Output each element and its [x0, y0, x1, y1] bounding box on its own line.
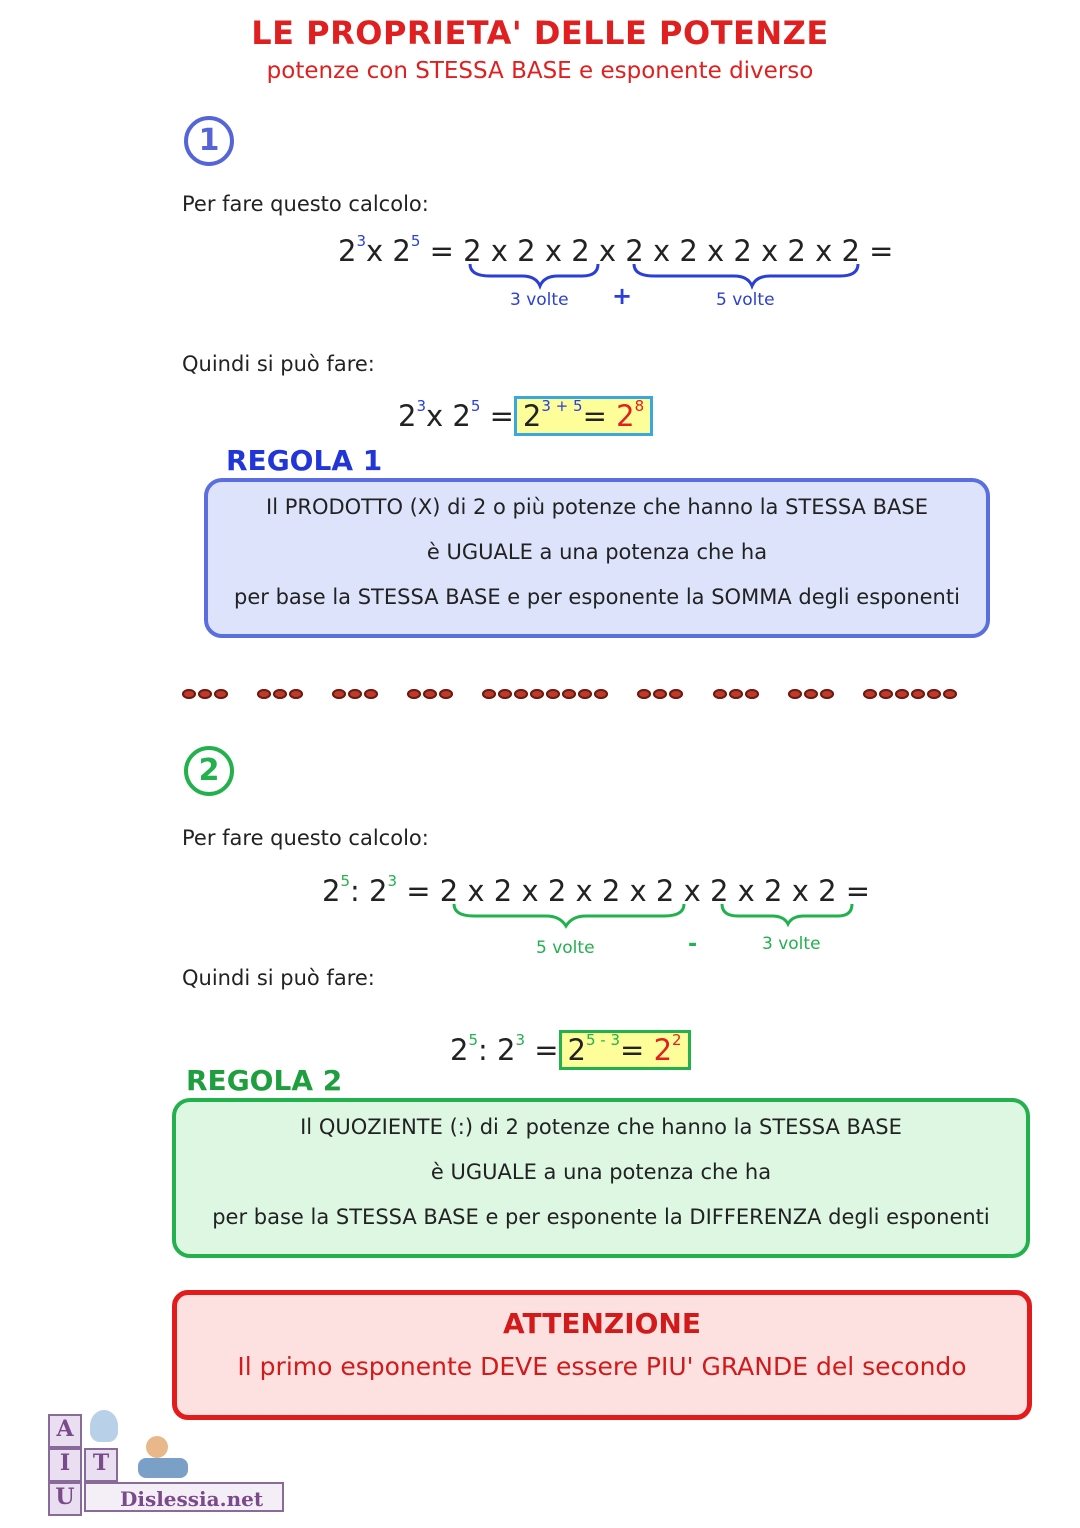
- plus-sign: +: [612, 282, 633, 310]
- rule-1-line: è UGUALE a una potenza che ha: [426, 540, 768, 564]
- minus-sign: -: [688, 932, 698, 957]
- reading-child-icon: [146, 1436, 168, 1458]
- brace-label-right: 5 volte: [716, 290, 775, 310]
- logo-text: Dislessia.net: [84, 1482, 284, 1512]
- ladybug-divider: [182, 684, 1012, 704]
- rule-2-line: è UGUALE a una potenza che ha: [430, 1160, 772, 1184]
- brace-left: [470, 264, 598, 286]
- section-number-1: 1: [184, 116, 234, 166]
- attention-box: [172, 1290, 1032, 1420]
- section2-then: Quindi si può fare:: [182, 966, 375, 990]
- rule-2-line: per base la STESSA BASE e per esponente la DIFFERENZA degli esponenti: [212, 1205, 990, 1229]
- brace-right: [634, 264, 858, 286]
- section2-intro: Per fare questo calcolo:: [182, 826, 429, 850]
- rule-1-box: [204, 478, 990, 638]
- brace-right: [722, 904, 852, 924]
- result-highlight-2: $2^{5 - 3}= 2^2$: [559, 1030, 691, 1070]
- section-number-2: 2: [184, 746, 234, 796]
- page-subtitle: potenze con STESSA BASE e esponente diverso: [266, 58, 814, 84]
- brace-left: [454, 904, 684, 926]
- rule-2-title: REGOLA 2: [186, 1064, 343, 1097]
- rule-1-title: REGOLA 1: [226, 444, 383, 477]
- rule-1-line: Il PRODOTTO (X) di 2 o più potenze che hanno la STESSA BASE: [266, 495, 928, 519]
- section1-result: $2^3x$ $2^5 = 2^{3 + 5}= 2^8$: [398, 396, 653, 436]
- child-figure-icon: [90, 1410, 118, 1442]
- section2-result: $2^5$: $2^3 = 2^{5 - 3}= 2^2$: [450, 1030, 691, 1070]
- section1-intro: Per fare questo calcolo:: [182, 192, 429, 216]
- section1-braces: [0, 0, 1080, 330]
- attention-text: Il primo esponente DEVE essere PIU' GRANDE del secondo: [237, 1352, 967, 1381]
- section2-expansion: $2^5$: $2^3 = 2$ x 2 x 2 x 2 x 2 x 2 x 2 x 2 =: [322, 872, 871, 908]
- brace-label-left: 3 volte: [510, 290, 569, 310]
- page-title: LE PROPRIETA' DELLE POTENZE: [251, 14, 829, 52]
- dislessia-logo: A I T U Dislessia.net: [46, 1408, 296, 1516]
- rule-1-line: per base la STESSA BASE e per esponente la SOMMA degli esponenti: [234, 585, 960, 609]
- result-highlight-1: $2^{3 + 5}= 2^8$: [514, 396, 653, 436]
- rule-2-line: Il QUOZIENTE (:) di 2 potenze che hanno la STESSA BASE: [300, 1115, 902, 1139]
- section1-then: Quindi si può fare:: [182, 352, 375, 376]
- rule-2-box: [172, 1098, 1030, 1258]
- brace-label-left: 5 volte: [536, 938, 595, 958]
- section1-expansion: $2^3x$ $2^5 = 2$ x 2 x 2 x 2 x 2 x 2 x 2 x 2 =: [338, 232, 894, 268]
- attention-title: ATTENZIONE: [503, 1307, 701, 1340]
- brace-label-right: 3 volte: [762, 934, 821, 954]
